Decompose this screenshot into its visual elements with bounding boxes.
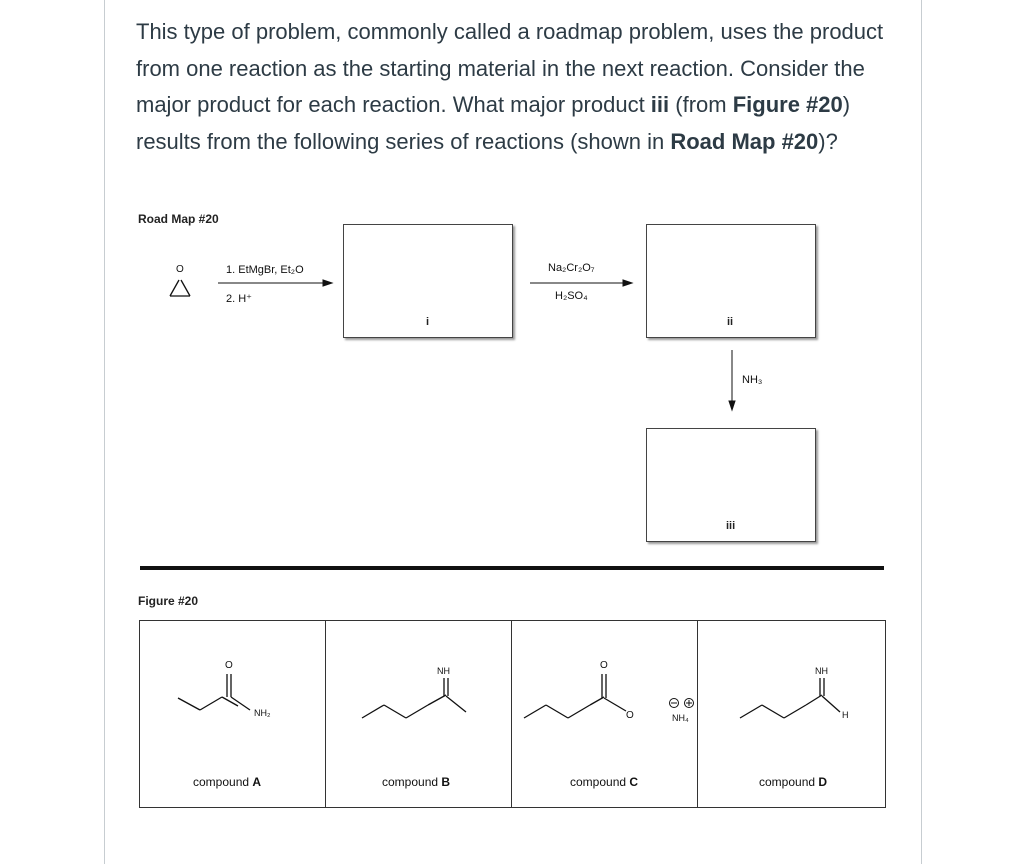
- compound-b-nh: NH: [437, 666, 450, 676]
- box-i-label: i: [426, 316, 430, 328]
- box-iii-label: iii: [726, 520, 736, 532]
- compound-a-label: compound A: [193, 775, 262, 789]
- roman-iii: iii: [650, 92, 670, 117]
- compound-d-label: compound D: [759, 775, 828, 789]
- roadmap-ref: Road Map #20: [670, 128, 819, 154]
- step1-reagent-2: 2. H⁺: [226, 293, 252, 305]
- step3-reagent: NH₃: [742, 374, 763, 386]
- question-text: This type of problem, commonly called a roadmap problem, uses the product from one reaction as the starting material in the next reaction. Consider the major product for each reaction. What major product iii (from Figure #20) results from the following series of reactions (shown in Road Map #20)?: [136, 19, 884, 154]
- compound-d-nh: NH: [815, 666, 828, 676]
- compound-c-nh4: NH₄: [672, 713, 689, 723]
- compound-a-oxygen: O: [225, 660, 233, 671]
- compound-c-label: compound C: [570, 775, 639, 789]
- compound-c-oxygen: O: [600, 660, 608, 671]
- epoxide-oxygen: O: [176, 264, 184, 275]
- step2-reagent-1: Na₂Cr₂O₇: [548, 262, 595, 274]
- step2-reagent-2: H₂SO₄: [555, 290, 588, 302]
- compound-b-label: compound B: [382, 775, 451, 789]
- figure-divider-2: [511, 620, 512, 808]
- section-divider: [140, 566, 884, 570]
- compound-d-h: H: [842, 710, 849, 720]
- compound-a-nh2: NH₂: [254, 708, 271, 718]
- epoxide-structure: [170, 280, 190, 296]
- figure-divider-3: [697, 620, 698, 808]
- compound-c-oxygen-2: O: [626, 710, 634, 721]
- figure-title: Figure #20: [138, 594, 199, 608]
- reaction-arrow-2: [530, 280, 632, 286]
- figure-divider-1: [325, 620, 326, 808]
- roadmap-title: Road Map #20: [138, 212, 219, 226]
- box-ii-label: ii: [727, 316, 734, 328]
- reaction-arrow-1: [218, 280, 332, 286]
- reaction-arrow-3: [729, 350, 735, 410]
- step1-reagent-1: 1. EtMgBr, Et₂O: [226, 264, 304, 276]
- figure-ref: Figure #20: [732, 92, 843, 117]
- compound-c-plus-charge: [684, 695, 692, 706]
- compound-c-minus-charge: [669, 695, 677, 706]
